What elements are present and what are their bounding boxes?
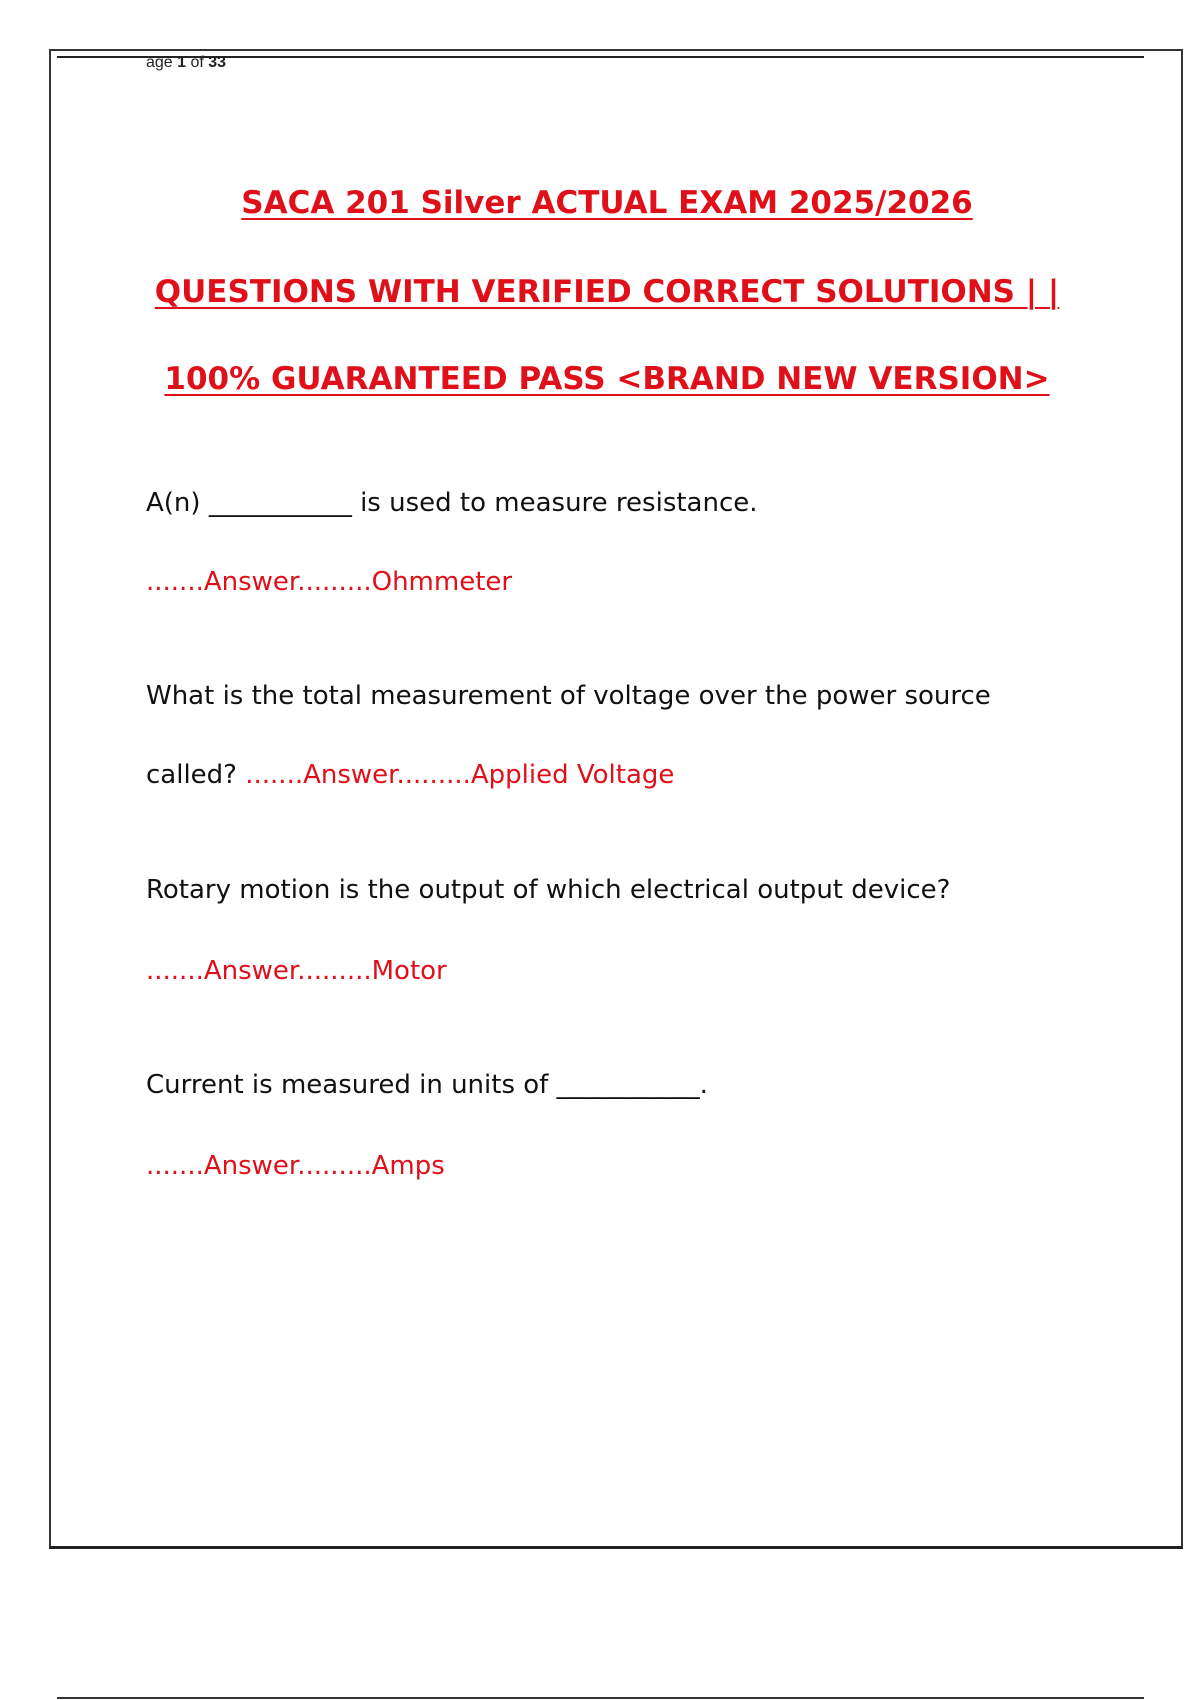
question-2-line-2-text: called?: [146, 760, 246, 790]
question-1: A(n) ___________ is used to measure resistance.: [146, 488, 758, 518]
question-3: Rotary motion is the output of which electrical output device?: [146, 875, 951, 905]
title-line-2-text: QUESTIONS WITH VERIFIED CORRECT SOLUTIONS | |: [154, 274, 1060, 310]
question-4: Current is measured in units of ___________.: [146, 1070, 708, 1100]
title-line-3: [40, 359, 1174, 399]
title-line-1-text: SACA 201 Silver ACTUAL EXAM 2025/2026: [241, 185, 973, 221]
page-prefix: age: [146, 54, 178, 71]
footer-rule: [57, 1697, 1144, 1699]
question-2-line-1: What is the total measurement of voltage over the power source: [146, 681, 991, 711]
question-2-line-2: [146, 758, 674, 792]
title-line-2: [40, 272, 1174, 312]
answer-3: .......Answer.........Motor: [146, 956, 447, 986]
page-total: 33: [208, 54, 227, 71]
title-line-1: [40, 183, 1174, 223]
answer-2: .......Answer.........Applied Voltage: [245, 760, 675, 790]
page-current: 1: [177, 54, 187, 71]
answer-4: .......Answer.........Amps: [146, 1151, 445, 1181]
answer-1: .......Answer.........Ohmmeter: [146, 567, 513, 597]
page-number: [146, 54, 226, 72]
title-line-3-text: 100% GUARANTEED PASS <BRAND NEW VERSION>: [164, 361, 1050, 397]
page-of: of: [186, 54, 209, 71]
